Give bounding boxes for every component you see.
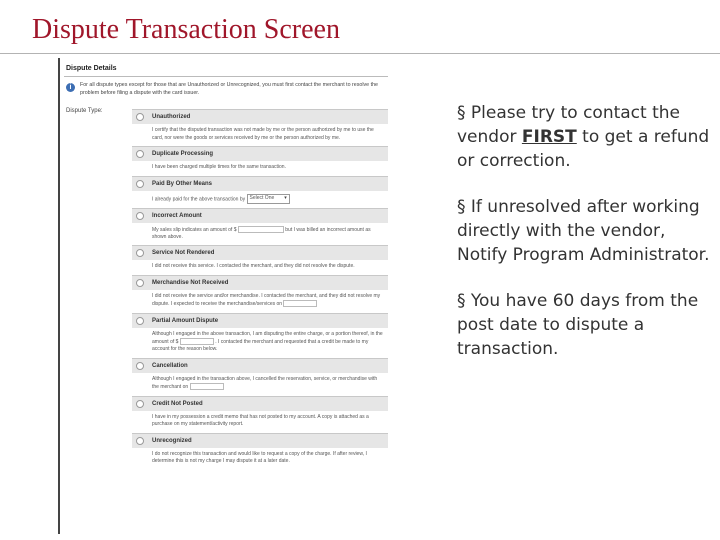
chevron-down-icon: ▾ <box>284 194 287 201</box>
option-title: Unrecognized <box>152 437 192 444</box>
title-divider <box>0 53 720 54</box>
bullet-text: You have 60 days from the post date to dispute a transaction. <box>457 291 699 359</box>
dispute-type-label: Dispute Type: <box>66 108 103 114</box>
option-description <box>132 373 388 396</box>
option-partial-amount-dispute <box>132 313 388 358</box>
option-description <box>132 328 388 358</box>
sales-slip-amount-input[interactable] <box>238 226 284 233</box>
option-duplicate-processing <box>132 146 388 176</box>
option-text: I already paid for the above transaction by <box>152 195 246 202</box>
option-text: Although I engaged in the above transaction, I am disputing the entire charge, or a portion thereof, in the amount of $ <box>152 330 383 345</box>
panel-heading: Dispute Details <box>66 65 117 72</box>
option-incorrect-amount <box>132 208 388 246</box>
bullet-contact-vendor <box>457 101 713 173</box>
radio-partial-amount-dispute[interactable] <box>136 317 144 325</box>
bullet-marker: § <box>457 197 466 217</box>
option-description: I did not receive this service. I contacted the merchant, and they did not resolve the dispute. <box>152 263 355 270</box>
option-description <box>132 191 388 208</box>
radio-unrecognized[interactable] <box>136 437 144 445</box>
option-text: Although I engaged in the transaction above, I cancelled the reservation, service, or merchandise with the merchant on <box>152 375 378 391</box>
option-text: My sales slip indicates an amount of $ <box>152 226 237 233</box>
option-description: I certify that the disputed transaction was not made by me or the person authorized by me to use the card, nor were the goods or services received by me or the person authorized by me. <box>152 127 374 141</box>
radio-merchandise-not-received[interactable] <box>136 279 144 287</box>
option-title: Cancellation <box>152 362 188 369</box>
dispute-details-panel <box>58 58 390 534</box>
radio-service-not-rendered[interactable] <box>136 249 144 257</box>
option-description: I do not recognize this transaction and would like to request a copy of the charge. If after review, I determine this is not my charge I may dispute it at a later date. <box>152 450 367 465</box>
option-description <box>132 290 388 313</box>
expected-date-input[interactable] <box>283 300 317 307</box>
option-title: Merchandise Not Received <box>152 279 229 286</box>
option-paid-by-other-means <box>132 176 388 208</box>
option-title: Unauthorized <box>152 114 191 120</box>
radio-incorrect-amount[interactable] <box>136 212 144 220</box>
info-icon: i <box>66 83 75 92</box>
disputed-amount-input[interactable] <box>180 338 214 345</box>
option-text: . I contacted the merchant and requested that a credit be made to my account for the reason below. <box>152 338 369 353</box>
option-title: Partial Amount Dispute <box>152 317 219 324</box>
radio-credit-not-posted[interactable] <box>136 400 144 408</box>
option-unrecognized <box>132 433 388 470</box>
select-value: Select One <box>249 194 275 201</box>
cancellation-date-input[interactable] <box>190 383 224 390</box>
option-service-not-rendered <box>132 245 388 275</box>
info-text: For all dispute types except for those that are Unauthorized or Unrecognized, you must first contact the merchant to resolve the problem before filing a dispute with the card issuer. <box>80 82 378 96</box>
bullet-emphasis: FIRST <box>521 127 577 147</box>
radio-cancellation[interactable] <box>136 362 144 370</box>
radio-duplicate-processing[interactable] <box>136 150 144 158</box>
bullet-text: Please try to contact the vendor <box>457 103 680 147</box>
option-text: I did not receive the service and/or merchandise. I contacted the merchant, and they did not resolve my dispute. I expected to receive the merchandise/services on <box>152 292 381 308</box>
panel-divider <box>64 76 388 77</box>
option-title: Duplicate Processing <box>152 151 214 157</box>
payment-method-select[interactable] <box>247 194 290 204</box>
bullet-notify-administrator <box>457 195 713 267</box>
bullet-text: to get a refund or correction. <box>457 127 710 171</box>
option-title: Paid By Other Means <box>152 180 213 187</box>
option-credit-not-posted <box>132 396 388 433</box>
option-unauthorized <box>132 109 388 146</box>
option-description: I have in my possession a credit memo that has not posted to my account. A copy is attached as a purchase on my statement/activity report. <box>152 413 369 428</box>
bullet-text: If unresolved after working directly with the vendor, Notify Program Administrator. <box>457 197 710 265</box>
option-title: Incorrect Amount <box>152 212 202 219</box>
option-description <box>132 223 388 246</box>
radio-unauthorized[interactable] <box>136 113 144 121</box>
bullet-marker: § <box>457 291 466 311</box>
option-title: Credit Not Posted <box>152 400 203 407</box>
option-text: but I was billed an incorrect amount as shown above. <box>152 226 371 240</box>
option-title: Service Not Rendered <box>152 250 215 257</box>
instruction-bullets <box>457 101 713 383</box>
slide-title: Dispute Transaction Screen <box>32 14 340 45</box>
radio-paid-by-other-means[interactable] <box>136 180 144 188</box>
option-merchandise-not-received <box>132 275 388 313</box>
option-cancellation <box>132 358 388 396</box>
bullet-sixty-days <box>457 289 713 361</box>
option-description: I have been charged multiple times for the same transaction. <box>152 164 286 170</box>
dispute-type-options <box>132 109 388 470</box>
bullet-marker: § <box>457 103 466 123</box>
